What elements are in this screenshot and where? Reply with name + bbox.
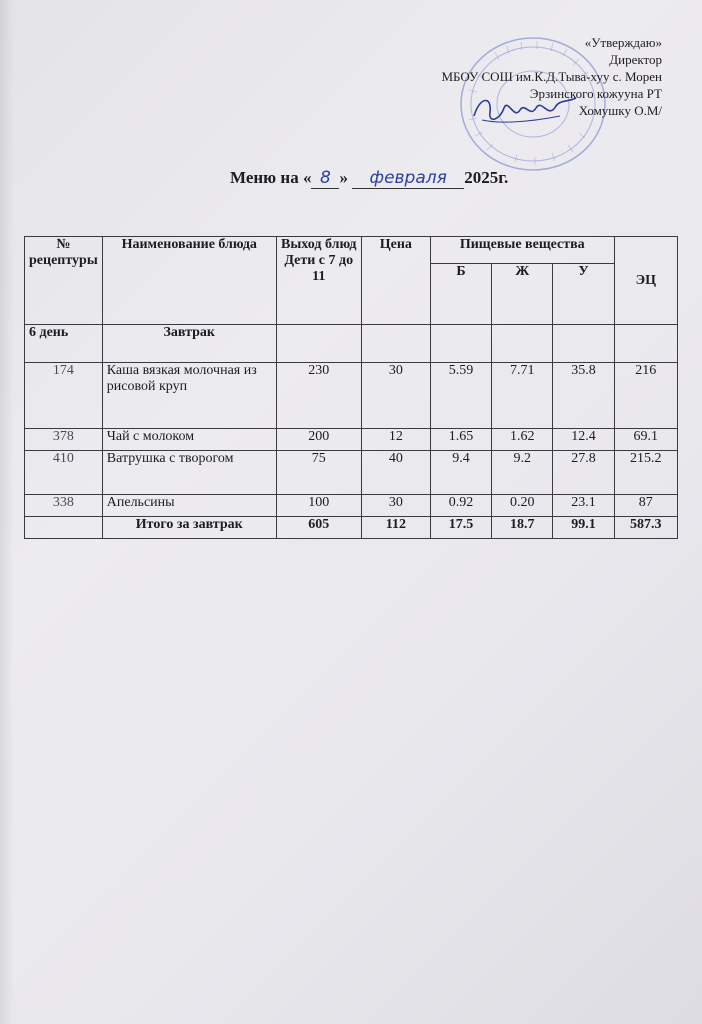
cell-price: 30 bbox=[361, 363, 430, 429]
cell-zh: 9.2 bbox=[492, 451, 553, 495]
title-month-handwritten: февраля bbox=[352, 168, 464, 189]
table-row bbox=[25, 363, 678, 429]
table-row bbox=[25, 451, 678, 495]
approval-line: Эрзинского кожууна РТ bbox=[529, 86, 662, 101]
header-dish-name: Наименование блюда bbox=[102, 237, 276, 325]
menu-title bbox=[230, 168, 508, 189]
cell-zh: 0.20 bbox=[492, 495, 553, 517]
cell-num: 410 bbox=[25, 451, 103, 495]
cell-b: 1.65 bbox=[430, 429, 491, 451]
approval-block bbox=[372, 34, 662, 119]
total-yield: 605 bbox=[276, 517, 361, 539]
header-yield: Выход блюд Дети с 7 до 11 bbox=[276, 237, 361, 325]
header-energy: ЭЦ bbox=[614, 237, 677, 325]
cell-name: Каша вязкая молочная из рисовой круп bbox=[102, 363, 276, 429]
section-meal: Завтрак bbox=[102, 325, 276, 363]
approval-line: МБОУ СОШ им.К.Д.Тыва-хуу с. Морен bbox=[441, 69, 662, 84]
title-prefix: Меню на « bbox=[230, 168, 312, 187]
header-nutrients: Пищевые вещества bbox=[430, 237, 614, 264]
table-row bbox=[25, 429, 678, 451]
cell-ec: 69.1 bbox=[614, 429, 677, 451]
title-day-handwritten: 8 bbox=[311, 168, 339, 189]
approval-line: «Утверждаю» bbox=[584, 35, 662, 50]
cell-b: 0.92 bbox=[430, 495, 491, 517]
cell-name: Апельсины bbox=[102, 495, 276, 517]
cell-zh: 7.71 bbox=[492, 363, 553, 429]
cell-name: Ватрушка с творогом bbox=[102, 451, 276, 495]
cell-u: 35.8 bbox=[553, 363, 614, 429]
total-u: 99.1 bbox=[553, 517, 614, 539]
cell-yield: 100 bbox=[276, 495, 361, 517]
title-suffix: 2025г. bbox=[464, 168, 509, 187]
menu-table bbox=[24, 236, 678, 539]
cell-ec: 87 bbox=[614, 495, 677, 517]
cell-name: Чай с молоком bbox=[102, 429, 276, 451]
total-label: Итого за завтрак bbox=[102, 517, 276, 539]
approval-line: Директор bbox=[609, 52, 662, 67]
cell-yield: 230 bbox=[276, 363, 361, 429]
total-b: 17.5 bbox=[430, 517, 491, 539]
header-fat: Ж bbox=[492, 264, 553, 325]
header-carbs: У bbox=[553, 264, 614, 325]
cell-u: 23.1 bbox=[553, 495, 614, 517]
cell-ec: 215.2 bbox=[614, 451, 677, 495]
section-row bbox=[25, 325, 678, 363]
cell-u: 27.8 bbox=[553, 451, 614, 495]
table-header-row bbox=[25, 237, 678, 264]
cell-price: 40 bbox=[361, 451, 430, 495]
cell-b: 5.59 bbox=[430, 363, 491, 429]
cell-num: 378 bbox=[25, 429, 103, 451]
cell-num: 174 bbox=[25, 363, 103, 429]
page-edge-shadow bbox=[0, 0, 14, 1024]
cell-ec: 216 bbox=[614, 363, 677, 429]
cell-u: 12.4 bbox=[553, 429, 614, 451]
cell-b: 9.4 bbox=[430, 451, 491, 495]
cell-price: 12 bbox=[361, 429, 430, 451]
cell-price: 30 bbox=[361, 495, 430, 517]
total-zh: 18.7 bbox=[492, 517, 553, 539]
approval-line: Хомушку О.М/ bbox=[578, 103, 662, 118]
total-ec: 587.3 bbox=[614, 517, 677, 539]
section-day: 6 день bbox=[25, 325, 103, 363]
header-price: Цена bbox=[361, 237, 430, 325]
total-price: 112 bbox=[361, 517, 430, 539]
table-row bbox=[25, 495, 678, 517]
cell-num: 338 bbox=[25, 495, 103, 517]
header-protein: Б bbox=[430, 264, 491, 325]
title-middle: » bbox=[339, 168, 348, 187]
cell-zh: 1.62 bbox=[492, 429, 553, 451]
cell-yield: 75 bbox=[276, 451, 361, 495]
total-row bbox=[25, 517, 678, 539]
header-recipe-number: № рецептуры bbox=[25, 237, 103, 325]
cell-yield: 200 bbox=[276, 429, 361, 451]
